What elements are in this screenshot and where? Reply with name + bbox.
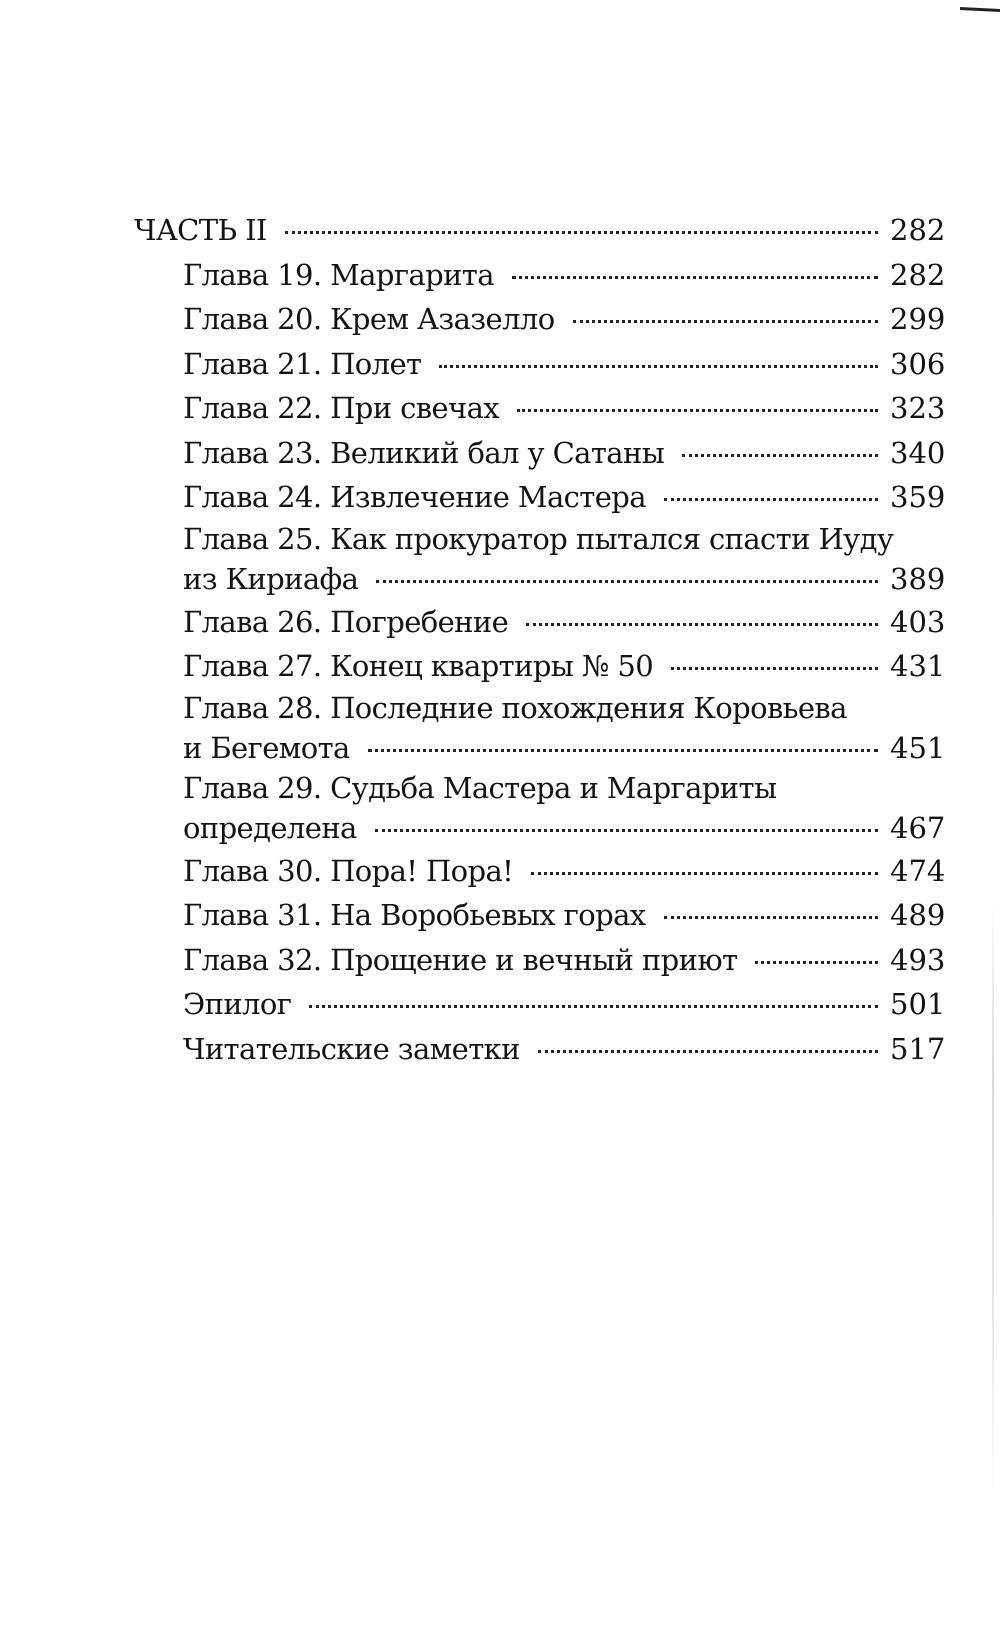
toc-entry-multiline <box>134 689 944 769</box>
toc-part-heading <box>134 208 944 253</box>
entry-continuation-row <box>134 807 944 849</box>
entry-title: Глава 27. Конец квартиры № 50 <box>183 649 654 683</box>
entry-title: Читательские заметки <box>183 1031 520 1066</box>
toc-entry <box>134 431 944 476</box>
entry-title: Глава 21. Полет <box>183 346 422 381</box>
entry-continuation-row <box>134 727 944 769</box>
dot-leader <box>526 623 878 626</box>
toc-entry <box>134 982 944 1027</box>
dot-leader <box>376 580 878 583</box>
dot-leader <box>671 667 878 670</box>
page-number: 431 <box>890 649 946 683</box>
dot-leader <box>375 829 878 832</box>
dot-leader <box>538 1050 878 1053</box>
page-number: 282 <box>890 213 946 247</box>
toc-entry <box>134 342 944 387</box>
toc-entry <box>134 386 944 431</box>
page-number: 489 <box>890 898 946 932</box>
page-number: 282 <box>890 257 946 292</box>
table-of-contents <box>134 208 944 1071</box>
page-number: 517 <box>890 1031 946 1066</box>
dot-leader <box>439 365 878 368</box>
toc-entry <box>134 938 944 983</box>
page-number: 323 <box>890 391 946 425</box>
toc-entry <box>134 297 944 342</box>
entry-title-continuation: из Кириафа <box>183 561 359 596</box>
entry-title: Глава 32. Прощение и вечный приют <box>183 942 738 977</box>
entry-title: Глава 29. Судьба Мастера и Маргариты <box>183 770 777 805</box>
entry-title: Глава 19. Маргарита <box>183 257 494 292</box>
page-number: 474 <box>890 853 946 888</box>
page-number: 359 <box>890 480 946 514</box>
toc-entry <box>134 849 944 894</box>
entry-title: Глава 22. При свечах <box>183 391 500 425</box>
toc-entry <box>134 893 944 938</box>
page-number: 389 <box>890 561 946 596</box>
dot-leader <box>512 276 878 279</box>
scan-edge-mark <box>960 7 1000 12</box>
entry-title: Эпилог <box>183 987 292 1021</box>
toc-entry <box>134 644 944 689</box>
scan-edge-shadow <box>992 900 994 1500</box>
page-number: 306 <box>890 346 946 381</box>
page-number: 451 <box>890 730 946 765</box>
toc-entry-multiline <box>134 769 944 849</box>
page-number: 340 <box>890 435 946 470</box>
dot-leader <box>531 872 878 875</box>
toc-entry <box>134 1027 944 1072</box>
dot-leader <box>664 498 878 501</box>
entry-title: Глава 31. На Воробьевых горах <box>183 898 646 932</box>
part-title: ЧАСТЬ II <box>134 213 267 247</box>
page-number: 299 <box>890 302 946 336</box>
dot-leader <box>682 454 878 457</box>
page-number: 403 <box>890 604 946 639</box>
toc-entry <box>134 253 944 298</box>
toc-entry <box>134 600 944 645</box>
dot-leader <box>755 961 878 964</box>
entry-title: Глава 30. Пора! Пора! <box>183 853 514 888</box>
toc-entry <box>134 475 944 520</box>
entry-title: Глава 28. Последние похождения Коровьева <box>183 690 847 725</box>
dot-leader <box>664 916 878 919</box>
dot-leader <box>517 409 878 412</box>
dot-leader <box>309 1005 878 1008</box>
dot-leader <box>285 231 878 234</box>
entry-title: Глава 26. Погребение <box>183 604 509 639</box>
entry-title: Глава 24. Извлечение Мастера <box>183 480 646 514</box>
dot-leader <box>573 320 878 323</box>
entry-continuation-row <box>134 558 944 600</box>
entry-title-continuation: и Бегемота <box>183 730 350 765</box>
page-number: 493 <box>890 942 946 977</box>
toc-entry-multiline <box>134 520 944 600</box>
entry-title-continuation: определена <box>183 810 357 845</box>
entry-title: Глава 20. Крем Азазелло <box>183 302 555 336</box>
entry-title: Глава 23. Великий бал у Сатаны <box>183 435 665 470</box>
page-number: 501 <box>890 987 946 1021</box>
dot-leader <box>368 749 878 752</box>
page-number: 467 <box>890 810 946 845</box>
entry-title: Глава 25. Как прокуратор пытался спасти Иуду <box>183 521 894 556</box>
